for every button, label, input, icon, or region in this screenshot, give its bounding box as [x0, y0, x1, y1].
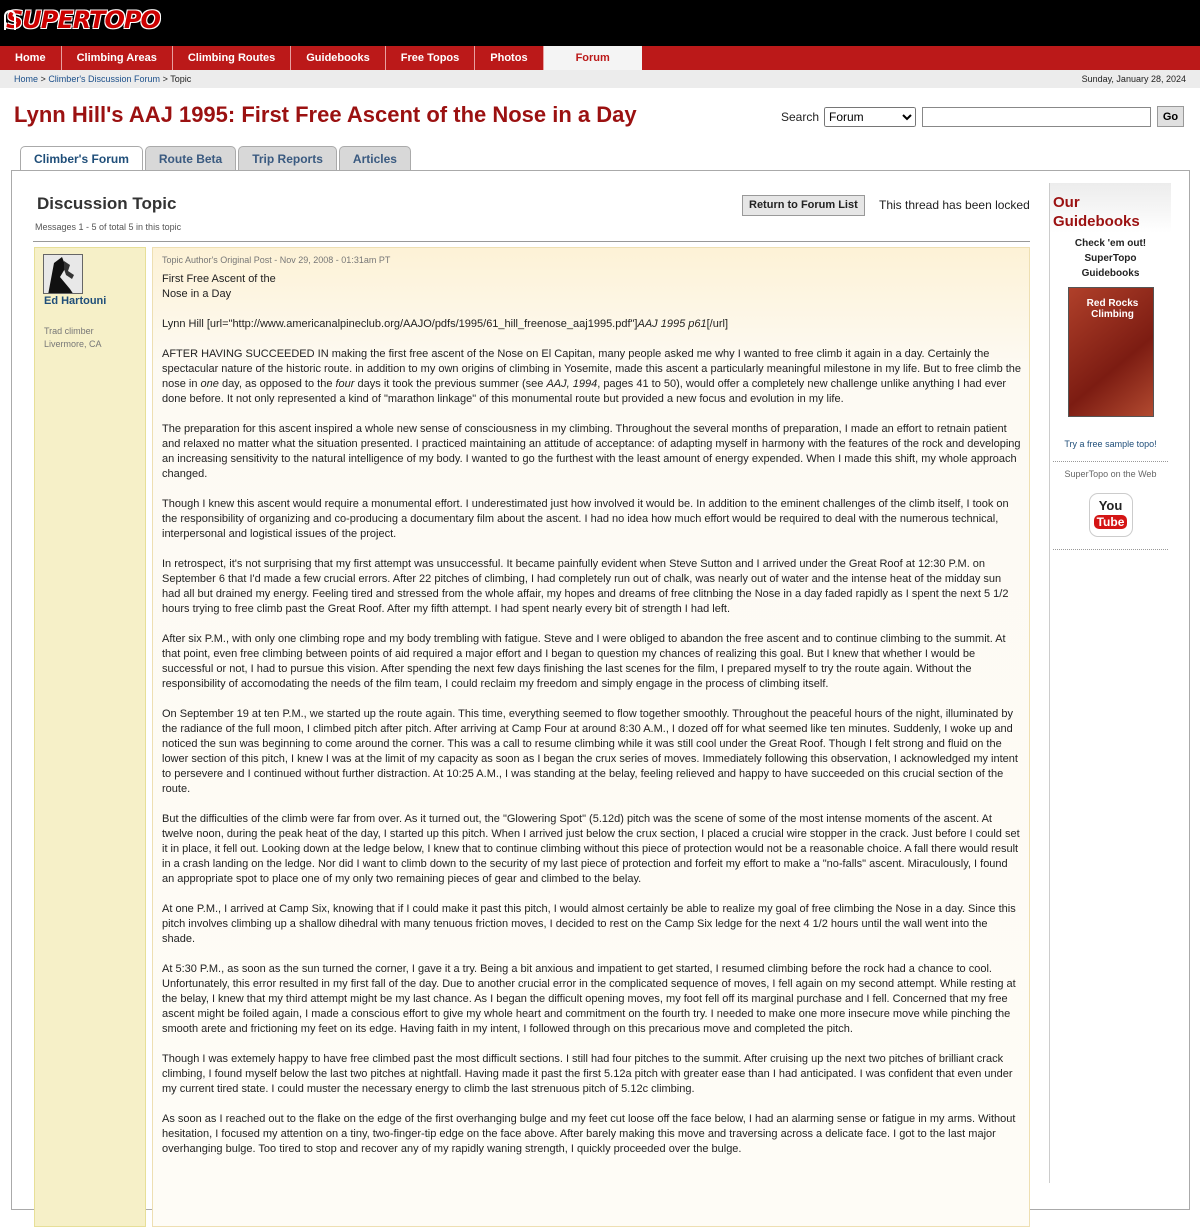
author-panel — [34, 247, 146, 1227]
return-to-forum-button[interactable]: Return to Forum List — [742, 195, 865, 216]
message-count: Messages 1 - 5 of total 5 in this topic — [35, 222, 182, 232]
breadcrumb — [0, 70, 1200, 88]
post-meta: Topic Author's Original Post - Nov 29, 2008 - 01:31am PT — [162, 255, 391, 265]
sample-topo-link[interactable]: Try a free sample topo! — [1064, 439, 1157, 449]
post-paragraph: Though I knew this ascent would require a monumental effort. I underestimated just how involved it would be. In addition to the eminent challenges of the climb itself, I took on the responsibility of organizing and co-producing a documentary film about the ascent. I had no idea how much effort would be required to deal with the numerous technical, interpersonal and logistical issues of the project. — [162, 498, 1009, 540]
current-date: Sunday, January 28, 2024 — [1081, 74, 1186, 84]
post-paragraph: The preparation for this ascent inspired a whole new sense of consciousness in my climbing. Throughout the several months of preparation, I made an effort to retnain patient and relaxed no matter what the situation presented. I practiced maintaining an attitude of acceptance: of adapting myself in harmony with the features of the rock and developing an increasing sensitivity to the natural intelligence of my body. I wanted to go the furthest with the least amount of energy expended. When I made this shift, my whole approach changed. — [162, 423, 1021, 480]
youtube-icon[interactable]: You Tube — [1089, 493, 1133, 537]
post-paragraph: At one P.M., I arrived at Camp Six, knowing that if I could make it past this pitch, I would almost certainly be able to realize my goal of free climbing the Nose in a day. Since this pitch involves climbing up a shallow dihedral with many tenuous friction moves, I decided to rest on the Camp Six ledge for the next 4 1/2 hours until the wall went into the shade. — [162, 903, 1016, 945]
title-row — [0, 100, 1200, 134]
guidebooks-heading: Our Guidebooks — [1050, 183, 1171, 233]
main-nav — [0, 46, 1200, 70]
search-scope-select[interactable] — [824, 107, 916, 127]
breadcrumb-forum[interactable]: Climber's Discussion Forum — [48, 74, 161, 84]
post-credit: Lynn Hill [url="http://www.americanalpineclub.org/AAJO/pdfs/1995/61_hill_freenose_aaj1995.pdf"]AAJ 1995 p61[/url] — [162, 318, 729, 330]
avatar[interactable] — [43, 254, 83, 294]
divider — [33, 241, 1030, 242]
page-title: Lynn Hill's AAJ 1995: First Free Ascent of the Nose in a Day — [14, 102, 637, 127]
author-info — [44, 325, 102, 351]
discussion-heading: Discussion Topic — [37, 194, 177, 213]
content-panel — [11, 170, 1190, 1210]
breadcrumb-current: Topic — [170, 74, 192, 84]
post-paragraph: After six P.M., with only one climbing rope and my body trembling with fatigue. Steve and I were obliged to abandon the free ascent and to continue climbing to the summit. At that point, even free climbing between points of aid required a major effort and I began to question my chances of realizing this goal. But I knew that whether I would be successful or not, I had to pursue this vision. After spending the next few days finishing the last scenes for the film, I prepared myself to try the route again. Without the responsibility of accomodating the needs of the film team, I could reclaim my freedom and simply engage in the process of climbing itself. — [162, 633, 1006, 690]
post-paragraph: As soon as I reached out to the flake on the edge of the first overhanging bulge and my feet cut loose off the face below, I had an alarming sense or fatigue in my arms. Without hesitation, I focused my attention on a tiny, two-finger-tip edge on the face above. After barely making this move and traversing across a delicate face. I got to the last major overhanging bulge. Too tired to stop and recover any of my rapidly waning strength, I quickly proceeded over the bulge. — [162, 1113, 1016, 1155]
nav-climbing-areas[interactable]: Climbing Areas — [62, 46, 173, 70]
post-title: First Free Ascent of the Nose in a Day — [162, 273, 276, 300]
nav-home[interactable]: Home — [0, 46, 62, 70]
author-location: Livermore, CA — [44, 339, 102, 349]
search-go-button[interactable]: Go — [1157, 106, 1184, 127]
supertopo-web-label: SuperTopo on the Web — [1064, 469, 1157, 479]
guidebook-cover[interactable] — [1068, 287, 1154, 417]
nav-free-topos[interactable]: Free Topos — [386, 46, 475, 70]
breadcrumb-sep: > — [162, 74, 168, 84]
locked-notice: This thread has been locked — [879, 198, 1030, 212]
tab-articles[interactable]: Articles — [339, 146, 411, 170]
author-name[interactable]: Ed Hartouni — [44, 295, 107, 307]
post-paragraph: At 5:30 P.M., as soon as the sun turned the corner, I gave it a try. Being a bit anxious and impatient to get started, I resumed climbing before the rock had a chance to cool. Unfortunately, this error resulted in my first fall of the day. Due to another crucial error in the complicated sequence of moves, I fell again on my second attempt. While resting at the belay, I knew that my third attempt might be my last chance. As I began the difficult opening moves, my foot fell off its marginal purchase and I fell. Concerned that my free ascent might be foiled again, I made a conscious effort to give my whole heart and commitment on the fourth try. I needed to make one more insecure move while pinching the smooth arete and frictioning my feet on its edge. Having faith in my intent, I followed through on this precarious move and completed the pitch. — [162, 963, 1016, 1035]
climber-avatar-icon — [44, 255, 83, 294]
post-paragraph: AFTER HAVING SUCCEEDED IN making the first free ascent of the Nose on El Capitan, many people asked me why I wanted to free climb it again in a day. Certainly the spectacular nature of the historic route. in addition to my own origins of climbing in Yosemite, made this ascent a particularly meaningful milestone in my life. But to free climb the nose in one day, as opposed to the four days it took the previous summer (see AAJ, 1994, pages 41 to 50), would offer a completely new challenge unlike anything I had ever done before. It not only represented a kind of "marathon linkage" of this monumental route but provided a new focus and evolution in my life. — [162, 348, 1022, 405]
sidebar — [1049, 183, 1171, 1183]
author-role: Trad climber — [44, 326, 94, 336]
search-label: Search — [780, 109, 819, 124]
post-body — [162, 272, 1022, 1172]
breadcrumb-home[interactable]: Home — [14, 74, 39, 84]
top-header — [0, 0, 1200, 46]
post-paragraph: Though I was extemely happy to have free climbed past the most difficult sections. I still had four pitches to the summit. After cruising up the next two pitches of brilliant crack climbing, I found myself below the last two pitches at nightfall. Having made it past the first 5.12a pitch with greater ease than I had anticipated. I was confident that even under my current tired state. I could muster the necessary energy to climb the last strenuous pitch of 5.12c climbing. — [162, 1053, 1013, 1095]
breadcrumb-sep: > — [40, 74, 46, 84]
book-title: Red Rocks Climbing — [1086, 298, 1139, 320]
divider — [1053, 549, 1168, 550]
supertopo-logo[interactable]: SUPERTOPO — [6, 6, 160, 34]
tab-trip-reports[interactable]: Trip Reports — [238, 146, 337, 170]
tab-climbers-forum[interactable]: Climber's Forum — [20, 146, 143, 171]
nav-photos[interactable]: Photos — [475, 46, 543, 70]
post-paragraph: In retrospect, it's not surprising that my first attempt was unsuccessful. It became painfully evident when Steve Sutton and I arrived under the Great Roof at 12:30 P.M. on September 6 that I'd made a few crucial errors. After 22 pitches of climbing, I had completely run out of chalk, was nearly out of water and the intense heat of the midday sun had all but drained my energy. Feeling tired and stressed from the whole affair, my hopes and dreams of free clitnbing the Nose in a day faded rapidly as I spent the next 5 1/2 hours trying to free climb past the Great Roof. After my fifth attempt. I had spent nearly every bit of strength I had left. — [162, 558, 1009, 615]
tab-route-beta[interactable]: Route Beta — [145, 146, 236, 170]
post-paragraph: But the difficulties of the climb were far from over. As it turned out, the "Glowering Spot" (5.12d) pitch was the scene of some of the most intense moments of the ascent. At twelve noon, during the peak heat of the day, I started up this pitch. When I arrived just below the crux section, I placed a crucial wire stopper in the crack. Just before I could set it in place, it fell out. Looking down at the ledge below, I knew that to continue climbing without this piece of protection would not be a reasonable choice. A fall there would result in a crash landing on the ledge. Nor did I want to climb down to the security of my last piece of protection and forfeit my effort to make a "no-falls" ascent. Miraculously, I found an appropriate spot to place one of my only two remaining pieces of gear and climbed to the belay. — [162, 813, 1020, 885]
forum-tabs — [20, 146, 411, 171]
nav-guidebooks[interactable]: Guidebooks — [291, 46, 386, 70]
divider — [1053, 461, 1168, 462]
post — [152, 247, 1030, 1227]
nav-climbing-routes[interactable]: Climbing Routes — [173, 46, 291, 70]
search-box — [781, 106, 1184, 127]
search-input[interactable] — [922, 107, 1151, 127]
nav-forum[interactable]: Forum — [544, 46, 642, 70]
post-paragraph: On September 19 at ten P.M., we started up the route again. This time, everything seemed to flow together smoothly. Throughout the peaceful hours of the night, illuminated by the radiance of the full moon, I climbed pitch after pitch. After arriving at Camp Four at around 8:30 A.M., I dozed off for what seemed like ten minutes. Suddenly, I woke up and noticed the sun was beginning to come around the corner. This was a call to resume climbing while it was still cool under the Great Roof. Though I felt strong and fluid on the lower section of this pitch, I knew I was at the limit of my capacity as soon as I began the crux series of moves. Immediately following this observation, I acknowledged my intent to persevere and I continued without further distraction. At 10:25 A.M., I was standing at the belay, feeling relieved and happy to have succeeded on this crucial section of the route. — [162, 708, 1018, 795]
guidebooks-subheading: Check 'em out! SuperTopo Guidebooks — [1074, 238, 1147, 279]
swoosh-icon — [4, 10, 16, 30]
